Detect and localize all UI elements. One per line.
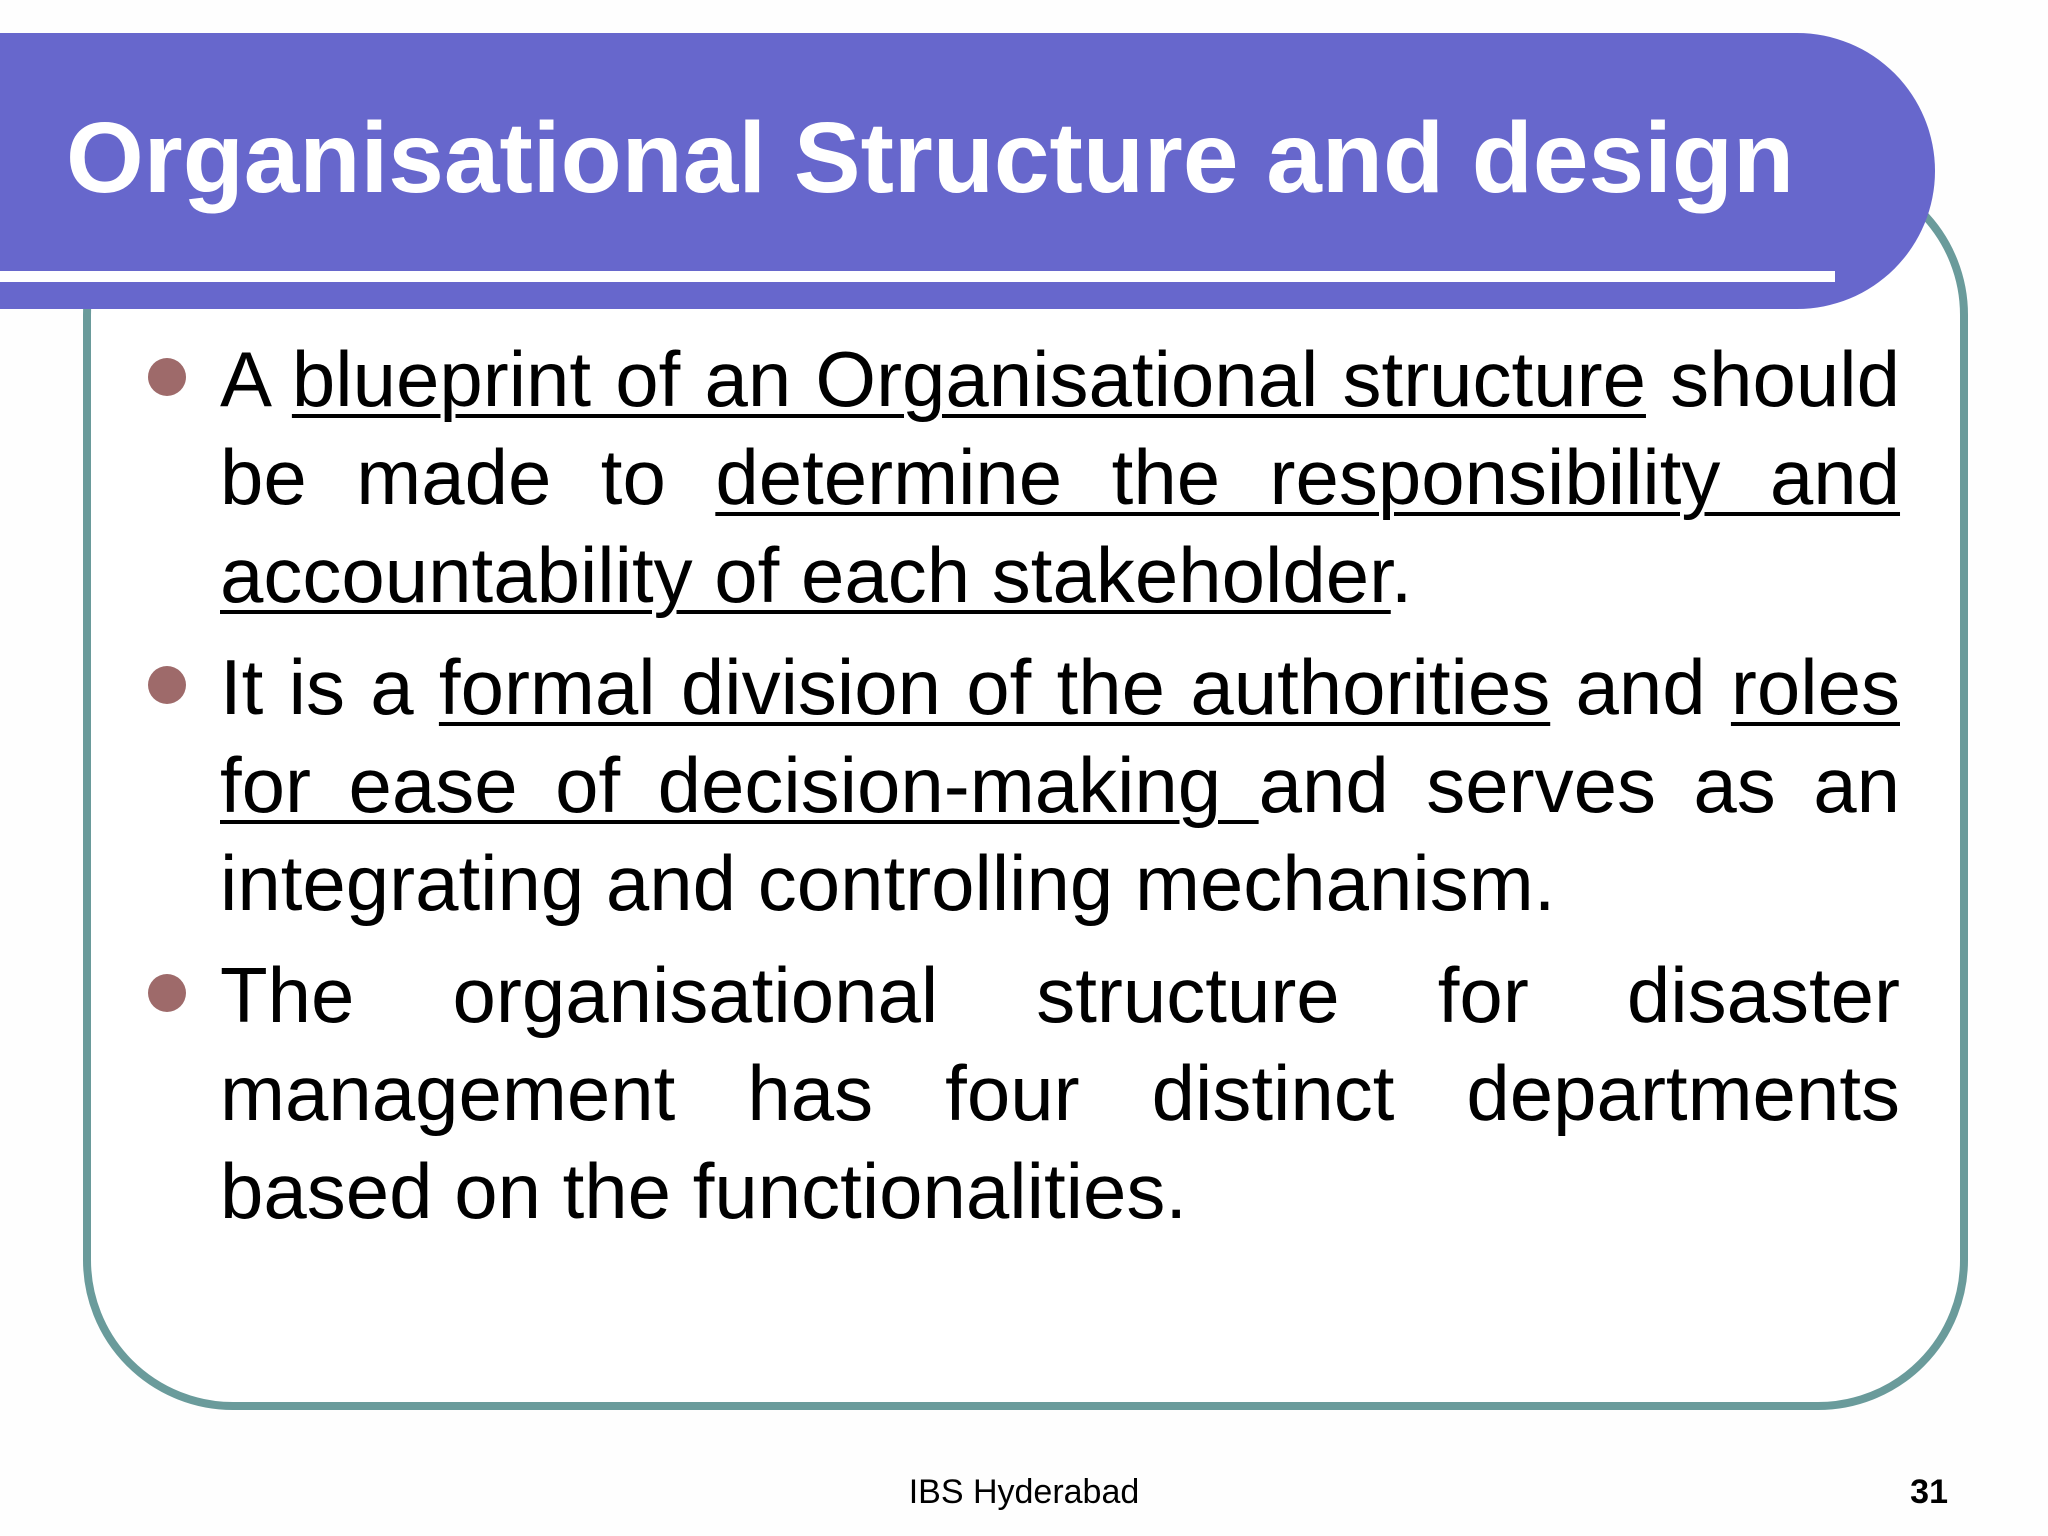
bullet-1-segment-4-underlined: determine the responsibility and accountability of each stakeholder	[220, 433, 1901, 619]
bullet-item-2	[140, 638, 1900, 932]
footer-org-name: IBS Hyderabad	[908, 1473, 1140, 1511]
title-underline-rule	[0, 271, 1835, 282]
bullet-text-3	[220, 946, 1900, 1240]
bullet-2-segment-2-underlined: formal division of the authorities	[438, 643, 1551, 731]
bullet-item-3	[140, 946, 1900, 1240]
bullet-text-2	[220, 638, 1900, 932]
bullet-2-segment-5: and serves as an integrating and controlling mechanism.	[220, 741, 1900, 927]
bullet-1-segment-3: should be made to	[220, 335, 1900, 521]
slide-footer	[0, 1472, 2048, 1512]
bullet-dot-icon	[148, 974, 186, 1012]
bullet-2-segment-4-underlined: roles for ease of decision-making	[220, 643, 1900, 829]
slide-title: Organisational Structure and design	[66, 102, 1795, 214]
bullet-text-1	[220, 330, 1900, 624]
bullet-2-segment-3: and	[1550, 643, 1731, 731]
bullet-3-segment-1: The organisational structure for disaster management has four distinct departments based on the functionalities.	[220, 951, 1900, 1235]
bullet-1-segment-2-underlined: blueprint of an Organisational structure	[291, 335, 1646, 423]
bullet-1-segment-5: .	[1390, 531, 1413, 619]
bullet-dot-icon	[148, 666, 186, 704]
bullet-1-segment-1: A	[220, 335, 292, 423]
bullet-item-1	[140, 330, 1900, 624]
page-number: 31	[1910, 1473, 1948, 1511]
bullet-2-segment-1: It is a	[220, 643, 439, 731]
bullet-list	[140, 330, 1900, 1254]
bullet-dot-icon	[148, 358, 186, 396]
